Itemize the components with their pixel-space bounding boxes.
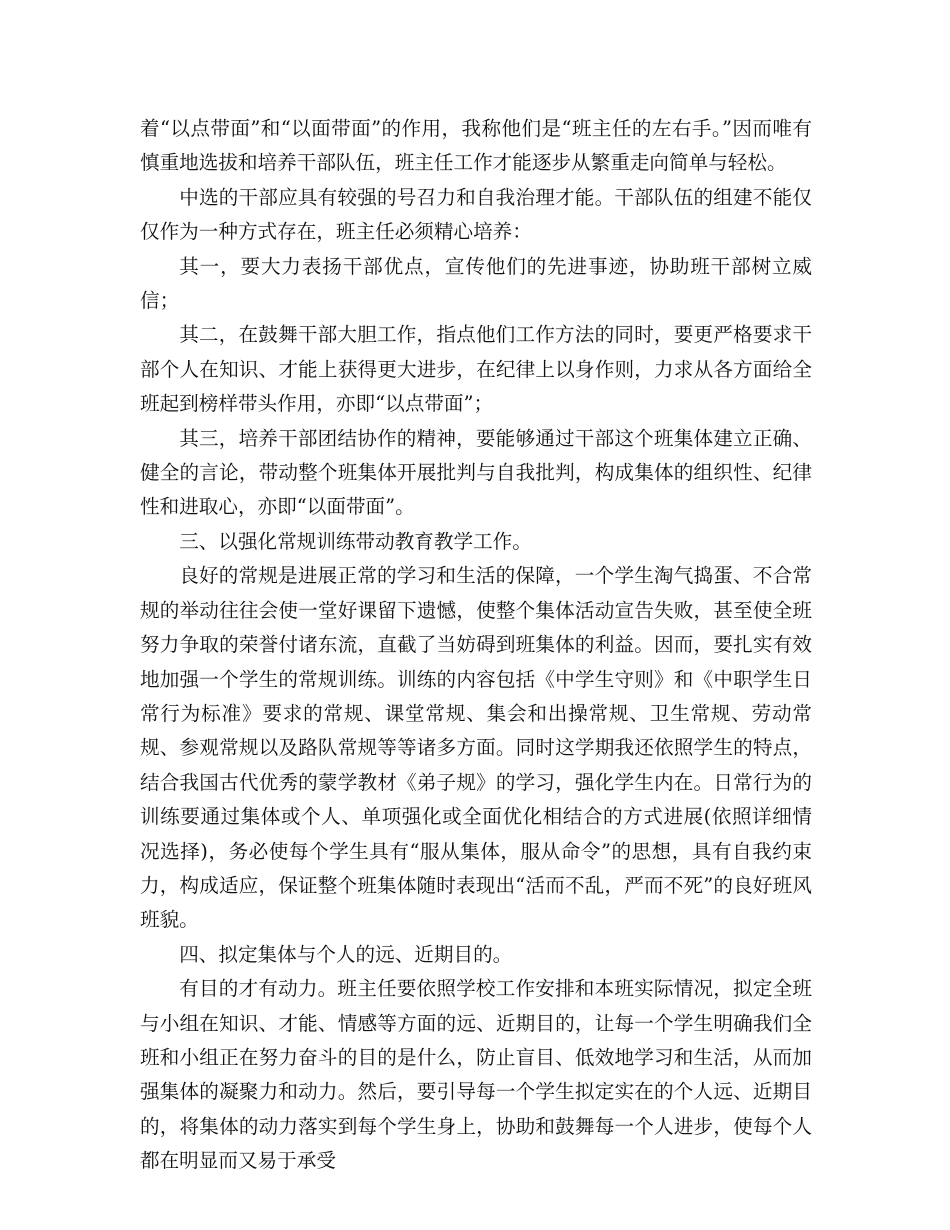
- section-heading-goals: 四、拟定集体与个人的远、近期目的。: [179, 942, 513, 966]
- paragraph-cadre-role-continued: 着“以点带面”和“以面带面”的作用，我称他们是“班主任的左右手。”因而唯有慎重地选拔和培养干部队伍，班主任工作才能逐步从繁重走向简单与轻松。: [140, 117, 812, 175]
- paragraph-goals: 有目的才有动力。班主任要依照学校工作安排和本班实际情况，拟定全班与小组在知识、才能、情感等方面的远、近期目的，让每一个学生明确我们全班和小组正在努力奋斗的目的是什么，防止盲目、低效地学习和生活，从而加强集体的凝聚力和动力。然后，要引导每一个学生拟定实在的个人远、近期目的，将集体的动力落实到每个学生身上，协助和鼓舞每一个人进步，使每个人都在明显而又易于承受: [140, 977, 812, 1173]
- paragraph-cadre-selection: 中选的干部应具有较强的号召力和自我治理才能。干部队伍的组建不能仅仅作为一种方式存在，班主任必须精心培养：: [140, 185, 812, 244]
- paragraph-point-three: 其三，培养干部团结协作的精神，要能够通过干部这个班集体建立正确、健全的言论，带动整个班集体开展批判与自我批判，构成集体的组织性、纪律性和进取心，亦即“以面带面”。: [140, 426, 812, 519]
- document-page: [140, 112, 812, 1179]
- section-heading-routine-training: 三、以强化常规训练带动教育教学工作。: [179, 529, 532, 553]
- paragraph-point-one: 其一，要大力表扬干部优点，宣传他们的先进事迹，协助班干部树立威信；: [140, 254, 812, 313]
- paragraph-point-two: 其二，在鼓舞干部大胆工作，指点他们工作方法的同时，要更严格要求干部个人在知识、才能上获得更大进步，在纪律上以身作则，力求从各方面给全班起到榜样带头作用，亦即“以点带面”；: [140, 323, 812, 416]
- paragraph-routine-training: 良好的常规是进展正常的学习和生活的保障，一个学生淘气捣蛋、不合常规的举动往往会使一堂好课留下遗憾，使整个集体活动宣告失败，甚至使全班努力争取的荣誉付诸东流，直截了当妨碍到班集体的利益。因而，要扎实有效地加强一个学生的常规训练。训练的内容包括《中学生守则》和《中职学生日常行为标准》要求的常规、课堂常规、集会和出操常规、卫生常规、劳动常规、参观常规以及路队常规等等诸多方面。同时这学期我还依照学生的特点，结合我国古代优秀的蒙学教材《弟子规》的学习，强化学生内在。日常行为的训练要通过集体或个人、单项强化或全面优化相结合的方式进展(依照详细情况选择)，务必使每个学生具有“服从集体，服从命令”的思想，具有自我约束力，构成适应，保证整个班集体随时表现出“活而不乱，严而不死”的良好班风班貌。: [140, 564, 812, 932]
